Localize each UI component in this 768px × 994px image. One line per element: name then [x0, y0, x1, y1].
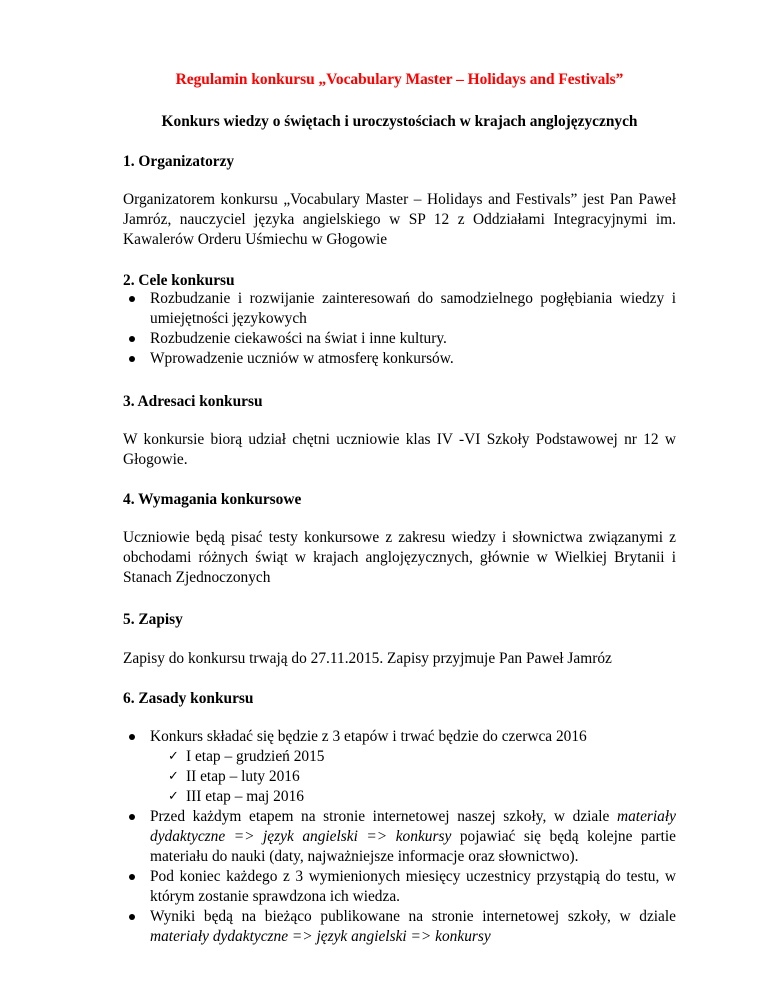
heading-registration: 5. Zapisy — [123, 611, 183, 628]
website-section-path: materiały dydaktyczne => język angielski => konkursy — [150, 928, 491, 945]
list-item — [150, 747, 676, 767]
rules-item-text: pojawiać się będą kolejne partie materiału do nauki (daty, najważniejsze informacje oraz słownictwo). — [150, 828, 676, 865]
document-subtitle: Konkurs wiedzy o świętach i uroczystościach w krajach anglojęzycznych — [161, 113, 638, 130]
checkmark-icon: ✓ — [168, 789, 179, 804]
list-item — [150, 767, 676, 787]
goals-list — [123, 289, 676, 369]
list-item — [123, 807, 676, 867]
heading-goals: 2. Cele konkursu — [123, 272, 235, 289]
list-item: Rozbudzenie ciekawości na świat i inne kultury. — [123, 329, 676, 349]
stage-label: II etap – luty 2016 — [186, 768, 300, 785]
list-item: Wprowadzenie uczniów w atmosferę konkursów. — [123, 349, 676, 369]
list-item — [123, 907, 676, 947]
list-item: Pod koniec każdego z 3 wymienionych miesięcy uczestnicy przystąpią do testu, w którym zostanie sprawdzona ich wiedza. — [123, 867, 676, 907]
list-item — [123, 727, 676, 807]
rules-item-text: Konkurs składać się będzie z 3 etapów i trwać będzie do czerwca 2016 — [150, 728, 587, 745]
organizers-text: Organizatorem konkursu „Vocabulary Master – Holidays and Festivals” jest Pan Paweł Jamróz, nauczyciel języka angielskiego w SP 12 z Oddziałami Integracyjnymi im. Kawalerów Orderu Uśmiechu w Głogowie — [123, 191, 676, 248]
checkmark-icon: ✓ — [168, 769, 179, 784]
stages-list — [150, 747, 676, 807]
participants-text: W konkursie biorą udział chętni uczniowie klas IV -VI Szkoły Podstawowej nr 12 w Głogowie. — [123, 431, 676, 468]
registration-text: Zapisy do konkursu trwają do 27.11.2015. Zapisy przyjmuje Pan Paweł Jamróz — [123, 650, 612, 667]
document-title: Regulamin konkursu „Vocabulary Master – Holidays and Festivals” — [175, 71, 624, 88]
stage-label: III etap – maj 2016 — [186, 788, 304, 805]
rules-item-text: Wyniki będą na bieżąco publikowane na stronie internetowej szkoły, w dziale — [150, 908, 676, 925]
list-item — [150, 787, 676, 807]
rules-list — [123, 727, 676, 947]
heading-organizers: 1. Organizatorzy — [123, 153, 235, 170]
website-section-path: materiały dydaktyczne => język angielski => konkursy — [150, 808, 676, 845]
stage-label: I etap – grudzień 2015 — [186, 748, 325, 765]
heading-rules: 6. Zasady konkursu — [123, 690, 254, 707]
heading-participants: 3. Adresaci konkursu — [123, 393, 263, 410]
requirements-text: Uczniowie będą pisać testy konkursowe z zakresu wiedzy i słownictwa związanymi z obchodami różnych świąt w krajach anglojęzycznych, głównie w Wielkiej Brytanii i Stanach Zjednoczonych — [123, 529, 676, 586]
rules-item-text: Przed każdym etapem na stronie internetowej naszej szkoły, w dziale — [150, 808, 610, 825]
heading-requirements: 4. Wymagania konkursowe — [123, 491, 302, 508]
checkmark-icon: ✓ — [168, 749, 179, 764]
list-item: Rozbudzanie i rozwijanie zainteresowań do samodzielnego pogłębiania wiedzy i umiejętności językowych — [123, 289, 676, 329]
